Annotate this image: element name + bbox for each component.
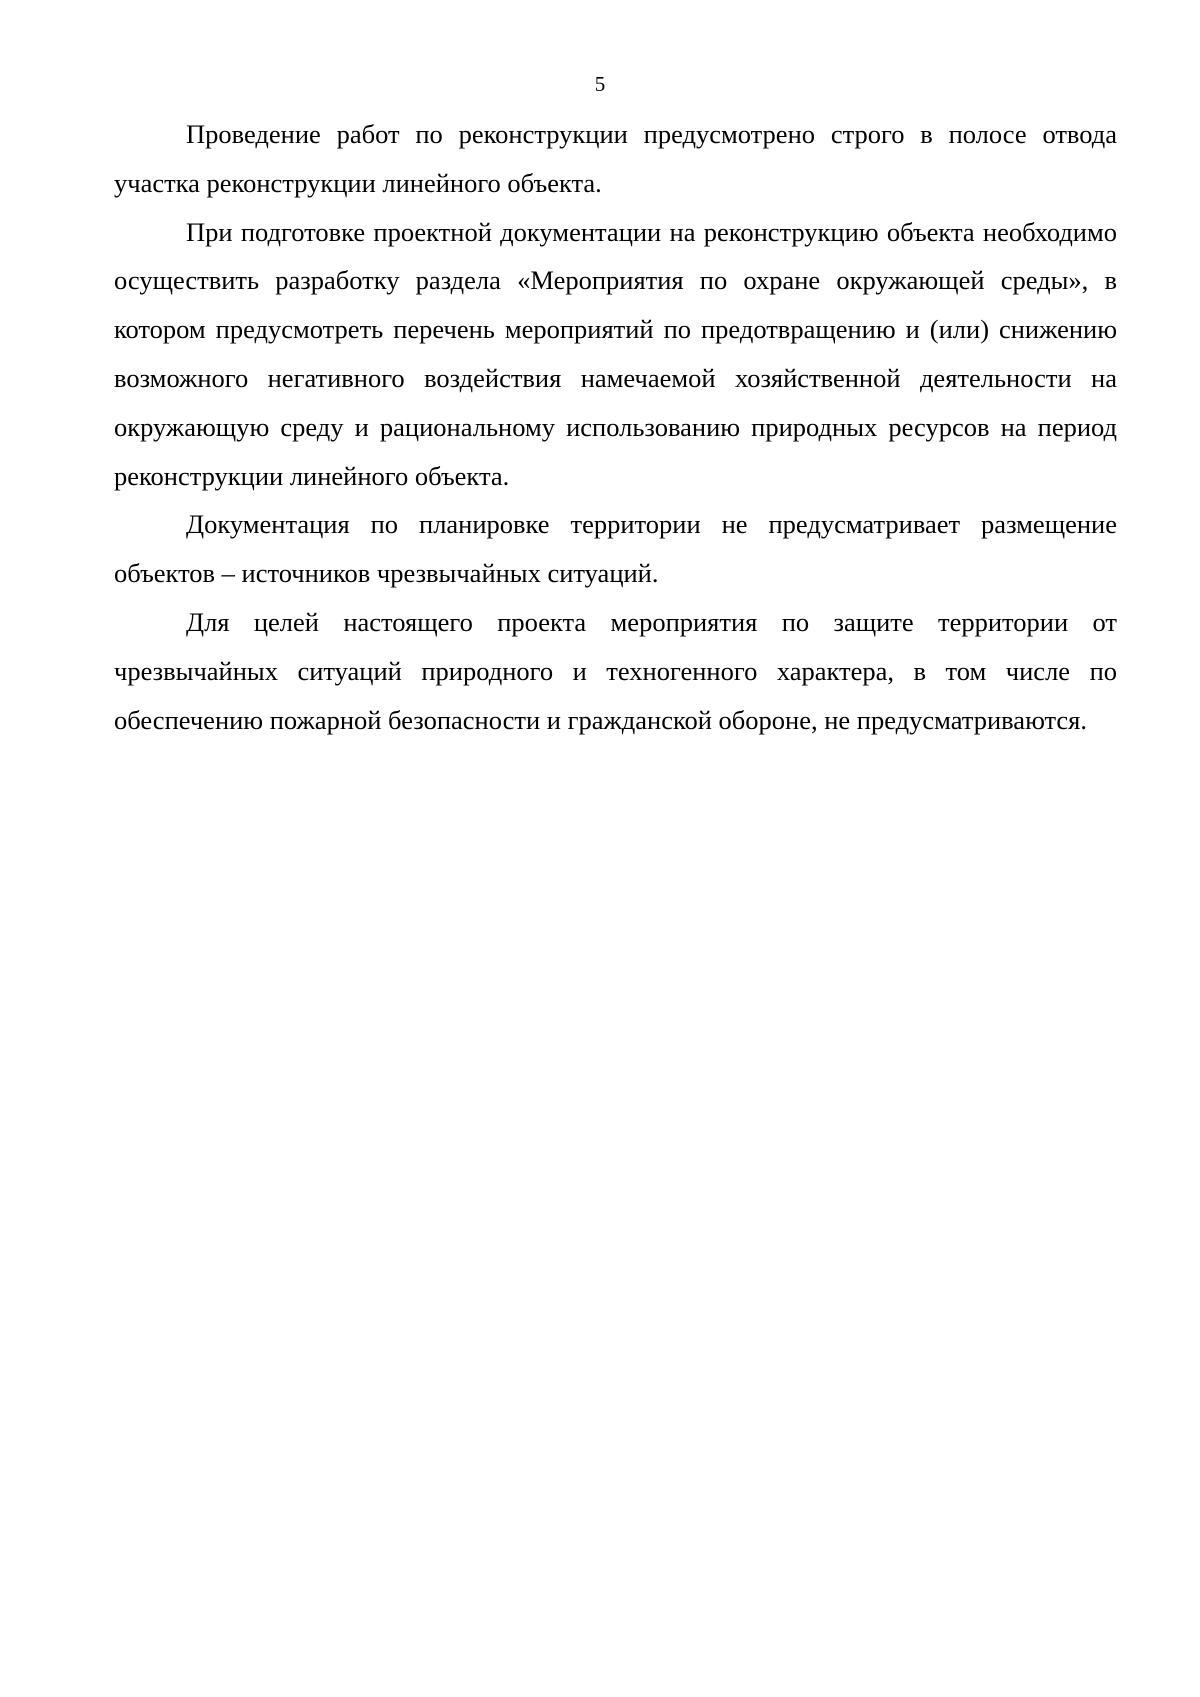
paragraph-protection-measures: Для целей настоящего проекта мероприятия по защите территории от чрезвычайных ситуаций природного и техногенного характера, в том числе по обеспечению пожарной безопасности и гражданской обороне, не предусматриваются. [114,606,1117,735]
paragraph-reconstruction-zone: Проведение работ по реконструкции предусмотрено строго в полосе отвода участка реконструкции линейного объекта. [114,119,1117,198]
document-body [114,110,1117,744]
page-number: 5 [594,72,606,96]
paragraph-emergency-sources: Документация по планировке территории не предусматривает размещение объектов – источников чрезвычайных ситуаций. [114,509,1117,589]
paragraph-environmental-measures: При подготовке проектной документации на реконструкцию объекта необходимо осуществить разработку раздела «Мероприятия по охране окружающей среды», в котором предусмотреть перечень мероприятий по предотвращению и (или) снижению возможного негативного воздействия намечаемой хозяйственной деятельности на окружающую среду и рациональному использованию природных ресурсов на период реконструкции линейного объекта. [114,216,1117,491]
